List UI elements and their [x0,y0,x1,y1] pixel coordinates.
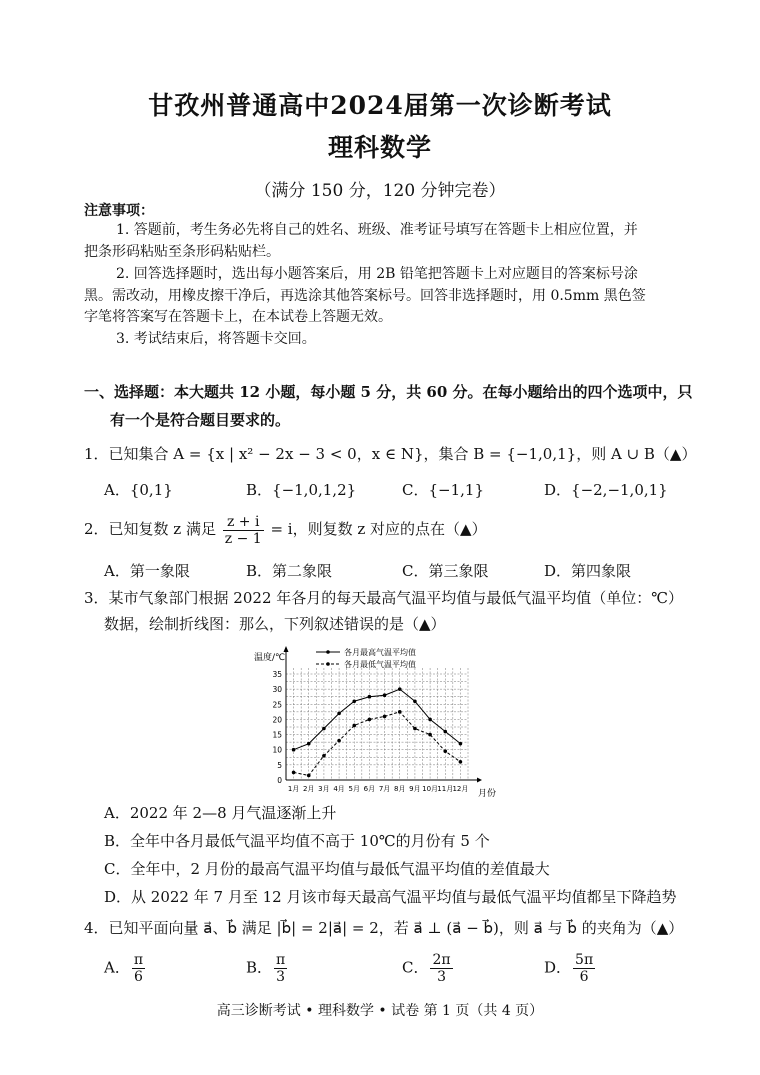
q4-option-b-den: 3 [276,969,286,985]
q4-option-c-num: 2π [432,952,451,968]
series-1-point [443,730,447,734]
series-1-point [368,695,372,699]
series-2-point [383,715,387,719]
q4-option-c-label: C． [402,958,429,977]
x-tick-label: 7月 [378,785,391,793]
temperature-line-chart [250,644,500,802]
section-heading-line1: 一、选择题：本大题共 12 小题，每小题 5 分，共 60 分。在每小题给出的四个选项中，只 [84,383,693,401]
series-1-point [459,742,463,746]
x-tick-label: 5月 [348,785,360,793]
series-1-point [413,699,417,703]
q4-option-d[interactable] [544,952,597,985]
legend-marker-1 [326,650,330,654]
q4-option-d-num: 5π [575,952,594,968]
q2-fraction [223,514,264,547]
q1-option-b[interactable]: B．{−1,0,1,2} [246,481,357,499]
legend-label-1: 各月最高气温平均值 [344,648,416,657]
q2-option-a[interactable]: A．第一象限 [104,562,190,580]
y-tick-label: 5 [277,760,282,770]
q2-fraction-numerator: z + i [223,514,264,531]
series-2-point [459,760,463,764]
series-2-point [368,718,372,722]
q4-option-c[interactable] [402,952,455,985]
y-axis-arrow [284,646,289,652]
x-axis-arrow [477,778,482,783]
series-2-point [322,754,326,758]
series-2-point [337,739,341,743]
y-tick-label: 15 [272,730,282,740]
q3-option-c[interactable]: C．全年中，2 月份的最高气温平均值与最低气温平均值的差值最大 [104,860,550,878]
y-tick-label: 0 [277,776,282,785]
series-1-point [322,727,326,731]
series-2-point [292,771,296,775]
q2-stem [84,512,487,547]
notice-item-2c: 字笔将答案写在答题卡上，在本试卷上答题无效。 [84,309,392,325]
q2-fraction-denominator: z − 1 [224,530,262,547]
q2-stem-pre: 2．已知复数 z 满足 [84,520,216,538]
x-tick-label: 9月 [409,785,421,793]
x-tick-label: 10月 [422,785,439,793]
exam-subject: 理科数学 [327,133,432,162]
q2-option-b[interactable]: B．第二象限 [246,562,333,580]
x-tick-label: 8月 [394,785,406,793]
notice-item-3: 3. 考试结束后，将答题卡交回。 [116,331,316,347]
series-1-point [292,748,296,752]
q4-option-c-fraction [430,952,452,985]
y-tick-label: 25 [272,700,282,710]
q1-option-a[interactable]: A．{0,1} [104,481,173,499]
chart-ticks [272,670,468,793]
y-tick-label: 10 [272,745,282,755]
q4-option-a[interactable] [104,952,147,985]
q3-option-d[interactable]: D．从 2022 年 7 月至 12 月该市每天最高气温平均值与最低气温平均值都呈下降趋势 [104,888,677,906]
series-2-point [352,724,356,728]
chart-legend [316,647,416,669]
q3-stem-line1: 3．某市气象部门根据 2022 年各月的每天最高气温平均值与最低气温平均值（单位：℃） [84,589,684,607]
q1-option-d[interactable]: D．{−2,−1,0,1} [544,481,668,499]
series-2-point [443,749,447,753]
y-tick-label: 30 [272,685,282,695]
x-tick-label: 2月 [303,785,315,793]
series-1-point [307,742,311,746]
q1-stem: 1．已知集合 A = {x | x² − 2x − 3 < 0，x ∈ N}，集合 B = {−1,0,1}，则 A ∪ B（▲） [84,445,697,463]
q3-option-b[interactable]: B．全年中各月最低气温平均值不高于 10℃的月份有 5 个 [104,832,490,850]
notice-item-1b: 把条形码粘贴至条形码粘贴栏。 [84,244,280,260]
section-heading-line2: 有一个是符合题目要求的。 [110,411,291,429]
q4-option-c-den: 3 [437,969,446,985]
q4-option-a-fraction [132,952,145,985]
series-2-point [307,774,311,778]
q4-option-b-label: B． [246,958,273,977]
q2-option-d[interactable]: D．第四象限 [544,562,632,580]
legend-marker-2 [326,662,330,666]
q1-option-c[interactable]: C．{−1,1} [402,481,484,499]
q4-option-b-fraction [274,952,287,985]
q4-option-a-num: π [133,952,144,968]
series-1-point [398,687,402,691]
chart-x-axis-label: 月份 [478,789,497,799]
x-tick-label: 12月 [452,785,469,793]
q4-option-a-label: A． [104,958,130,977]
series-1-point [383,693,387,697]
series-1-point [428,718,432,722]
q4-option-a-den: 6 [133,969,143,985]
chart-grid [286,668,468,780]
x-tick-label: 3月 [318,785,330,793]
page-footer: 高三诊断考试 • 理科数学 • 试卷 第 1 页（共 4 页） [216,1003,544,1019]
q2-option-c[interactable]: C．第三象限 [402,562,489,580]
q4-option-b-num: π [276,952,286,968]
y-tick-label: 35 [272,670,282,679]
q3-option-a[interactable]: A．2022 年 2—8 月气温逐渐上升 [104,804,337,822]
q2-stem-post: = i，则复数 z 对应的点在（▲） [270,520,487,538]
q4-stem: 4．已知平面向量 a⃗、b⃗ 满足 |b⃗| = 2|a⃗| = 2，若 a⃗ ⊥ (a⃗ − b⃗)，则 a⃗ 与 b⃗ 的夹角为（▲） [84,919,684,937]
legend-label-2: 各月最低气温平均值 [344,660,416,669]
series-1-point [352,699,356,703]
series-2-point [428,733,432,737]
q3-stem-line2: 数据，绘制折线图：那么，下列叙述错误的是（▲） [104,615,446,633]
notice-item-2a: 2. 回答选择题时，选出每小题答案后，用 2B 铅笔把答题卡上对应题目的答案标号涂 [116,266,638,282]
chart-y-axis-label: 温度/℃ [254,653,286,663]
notice-item-1a: 1. 答题前，考生务必先将自己的姓名、班级、准考证号填写在答题卡上相应位置，并 [116,222,638,238]
x-tick-label: 6月 [363,785,376,793]
exam-title: 甘孜州普通高中2024届第一次诊断考试 [148,91,612,120]
notice-item-2b: 黑。需改动，用橡皮擦干净后，再选涂其他答案标号。回答非选择题时，用 0.5mm 黑色签 [84,288,646,304]
score-note: （满分 150 分，120 分钟完卷） [254,181,506,201]
series-1-point [337,712,341,716]
x-tick-label: 4月 [333,785,345,793]
series-2-point [413,727,417,731]
q4-option-d-fraction [573,952,595,985]
notice-label: 注意事项： [84,203,154,219]
q4-option-d-den: 6 [579,969,589,985]
q4-option-d-label: D． [544,958,572,977]
x-tick-label: 1月 [287,785,300,793]
y-tick-label: 20 [272,715,282,725]
q4-option-b[interactable] [246,952,289,985]
x-tick-label: 11月 [437,785,454,793]
series-2-point [398,710,402,714]
